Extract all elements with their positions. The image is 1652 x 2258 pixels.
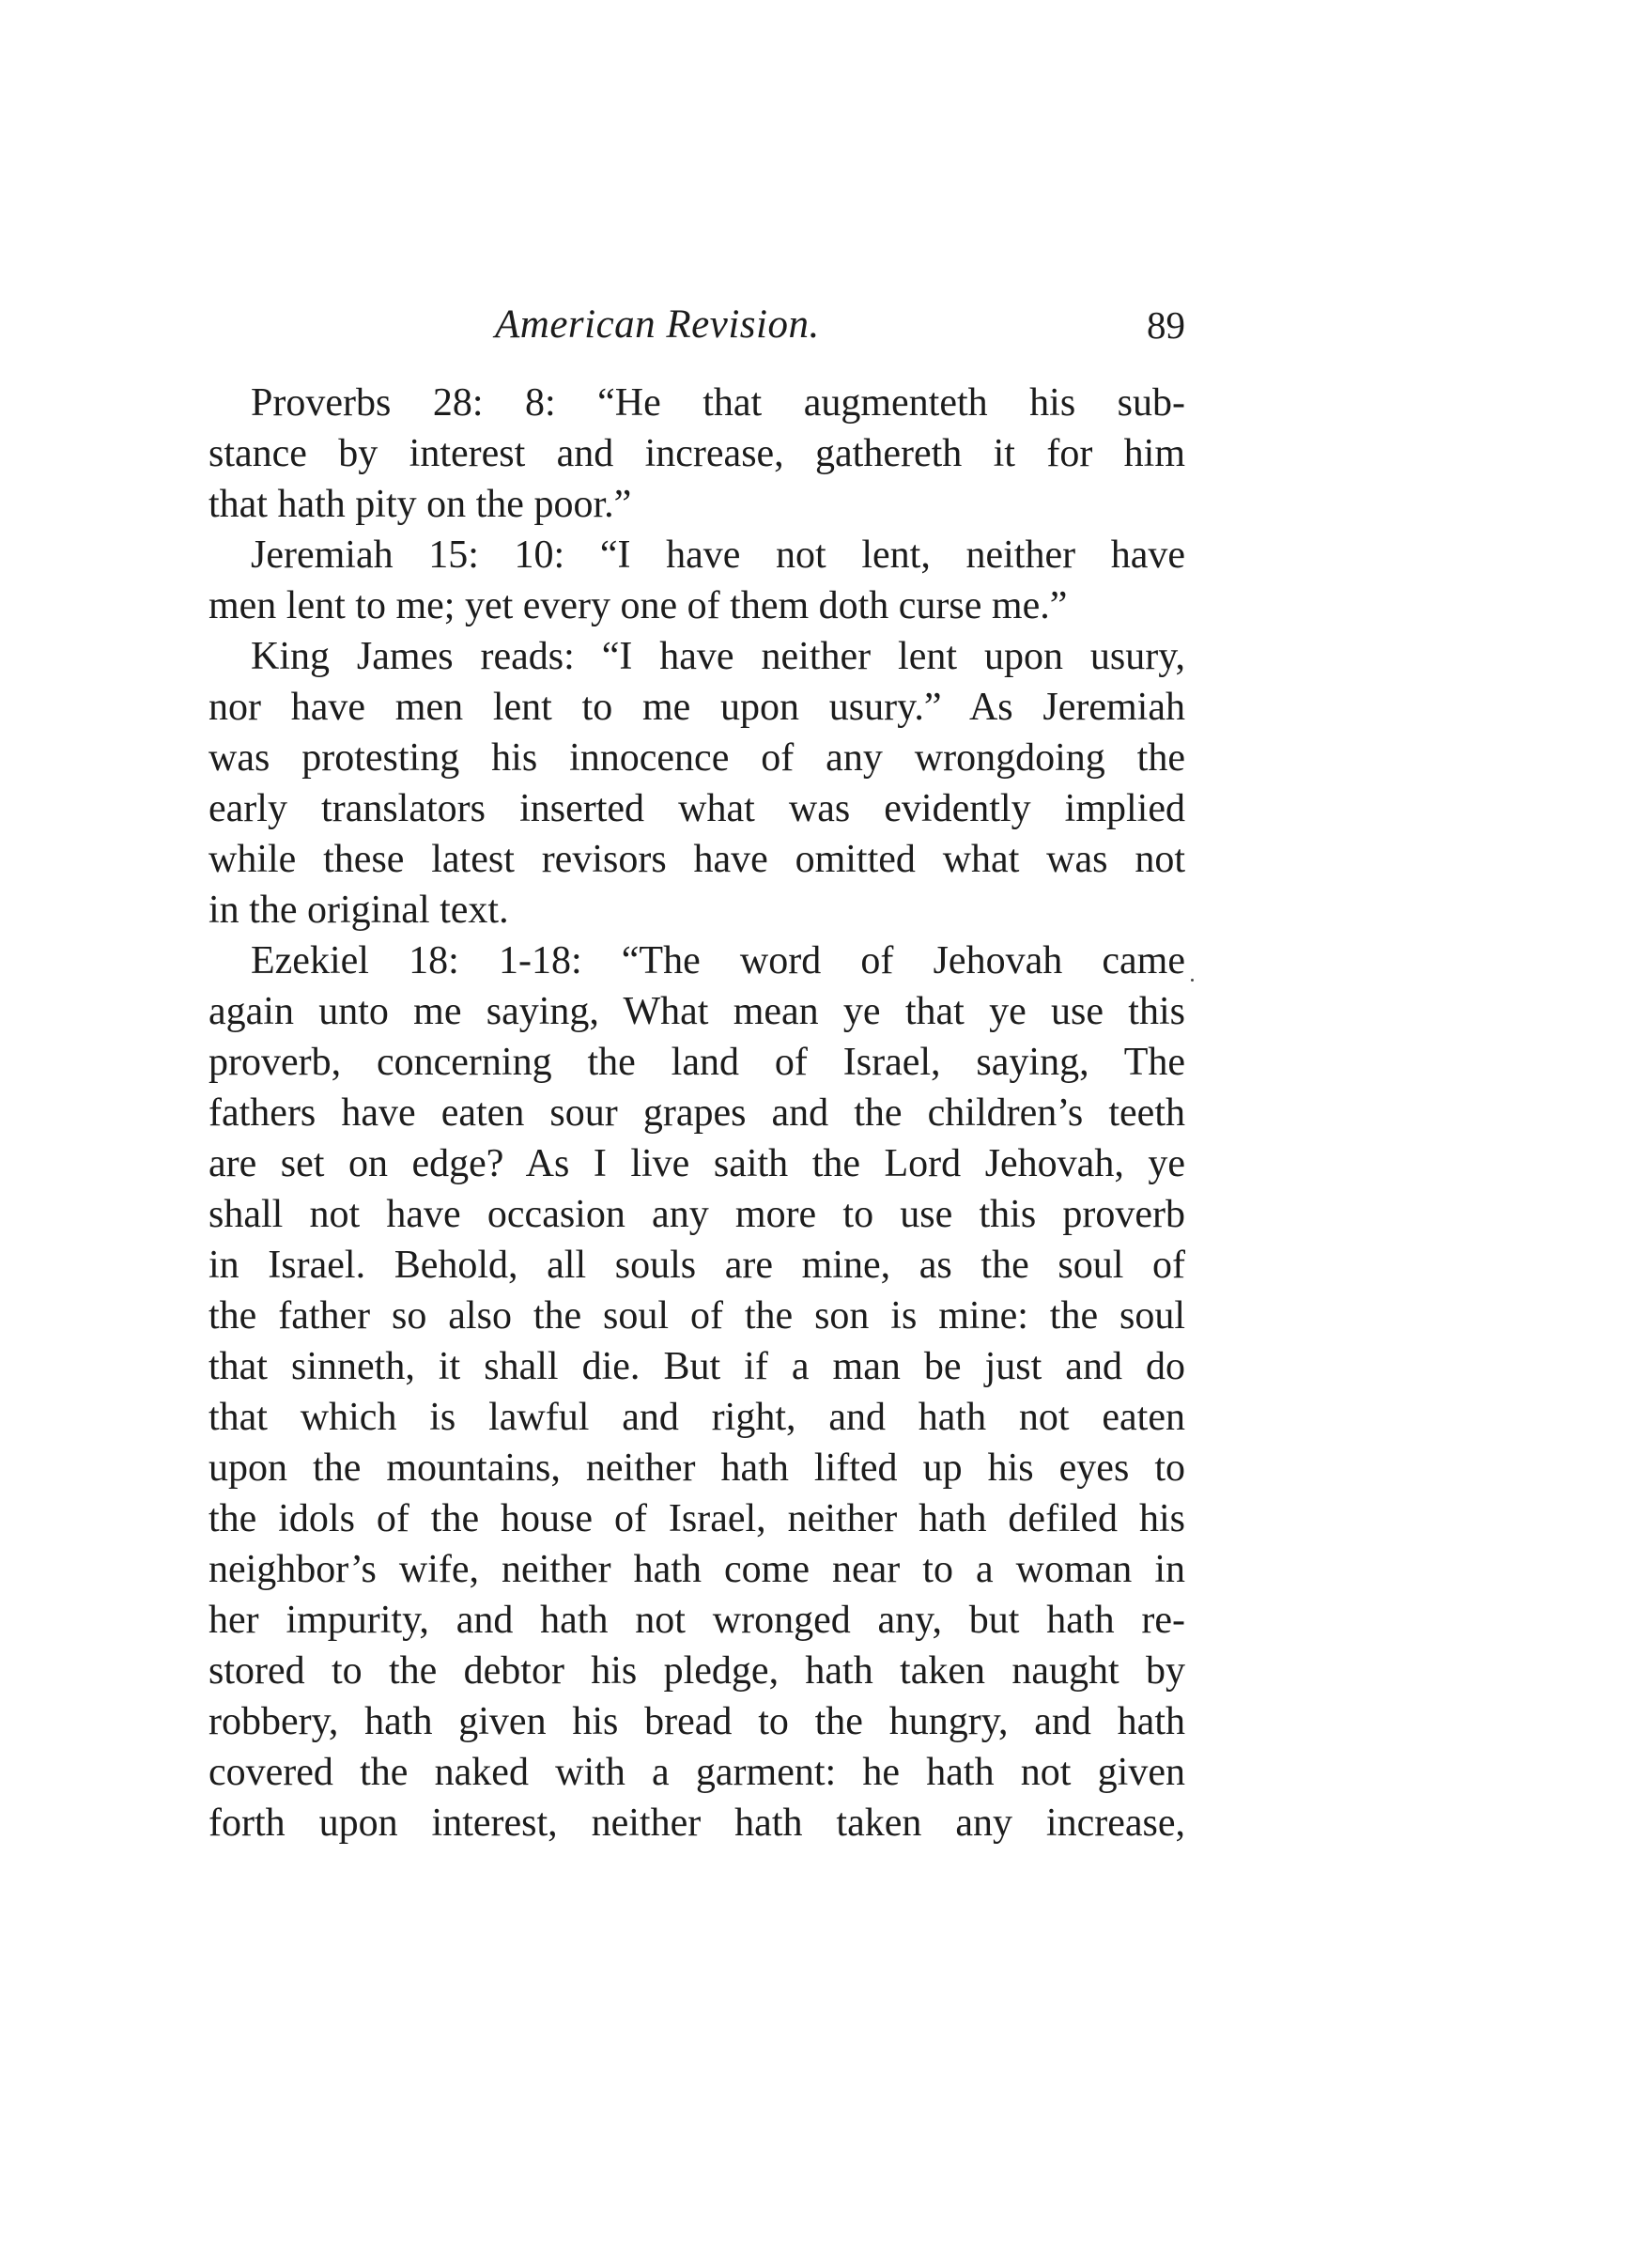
text-line: nor have men lent to me upon usury.” As Jeremiah: [208, 686, 1185, 729]
text-line: the idols of the house of Israel, neither hath defiled his: [208, 1497, 1185, 1540]
text-line: in the original text.: [208, 889, 509, 932]
text-line: again unto me saying, What mean ye that ye use this: [208, 990, 1185, 1033]
text-line: the father so also the soul of the son is mine: the soul: [208, 1294, 1185, 1338]
text-line: covered the naked with a garment: he hath not given: [208, 1751, 1185, 1794]
page-header: [208, 297, 1185, 353]
text-line: while these latest revisors have omitted what was not: [208, 838, 1185, 881]
text-line: fathers have eaten sour grapes and the children’s teeth: [208, 1091, 1185, 1135]
text-line: stance by interest and increase, gathereth it for him: [208, 432, 1185, 475]
text-line: neighbor’s wife, neither hath come near to a woman in: [208, 1548, 1185, 1591]
text-line: men lent to me; yet every one of them doth curse me.”: [208, 584, 1068, 627]
stray-print-mark: [1191, 979, 1194, 982]
text-line: that sinneth, it shall die. But if a man be just and do: [208, 1345, 1185, 1388]
text-line: in Israel. Behold, all souls are mine, as the soul of: [208, 1244, 1185, 1287]
text-line: Jeremiah 15: 10: “I have not lent, neither have: [251, 534, 1185, 577]
text-line: proverb, concerning the land of Israel, saying, The: [208, 1041, 1185, 1084]
text-line: upon the mountains, neither hath lifted up his eyes to: [208, 1446, 1185, 1490]
text-line: stored to the debtor his pledge, hath taken naught by: [208, 1649, 1185, 1693]
text-line: are set on edge? As I live saith the Lord Jehovah, ye: [208, 1142, 1185, 1185]
text-line: forth upon interest, neither hath taken any increase,: [208, 1802, 1185, 1845]
body-text: [208, 378, 1185, 1848]
text-line: her impurity, and hath not wronged any, but hath re-: [208, 1599, 1185, 1642]
text-line: robbery, hath given his bread to the hungry, and hath: [208, 1700, 1185, 1743]
running-title: American Revision.: [495, 302, 820, 347]
text-line: that hath pity on the poor.”: [208, 483, 632, 526]
text-line: early translators inserted what was evidently implied: [208, 787, 1185, 830]
text-line: was protesting his innocence of any wrongdoing the: [208, 736, 1185, 780]
text-line: that which is lawful and right, and hath not eaten: [208, 1396, 1185, 1439]
text-line: shall not have occasion any more to use this proverb: [208, 1193, 1185, 1236]
text-line: King James reads: “I have neither lent upon usury,: [251, 635, 1185, 678]
text-line: Ezekiel 18: 1-18: “The word of Jehovah came: [251, 939, 1185, 982]
text-line: Proverbs 28: 8: “He that augmenteth his sub-: [251, 381, 1185, 425]
page-number: 89: [1147, 303, 1185, 347]
